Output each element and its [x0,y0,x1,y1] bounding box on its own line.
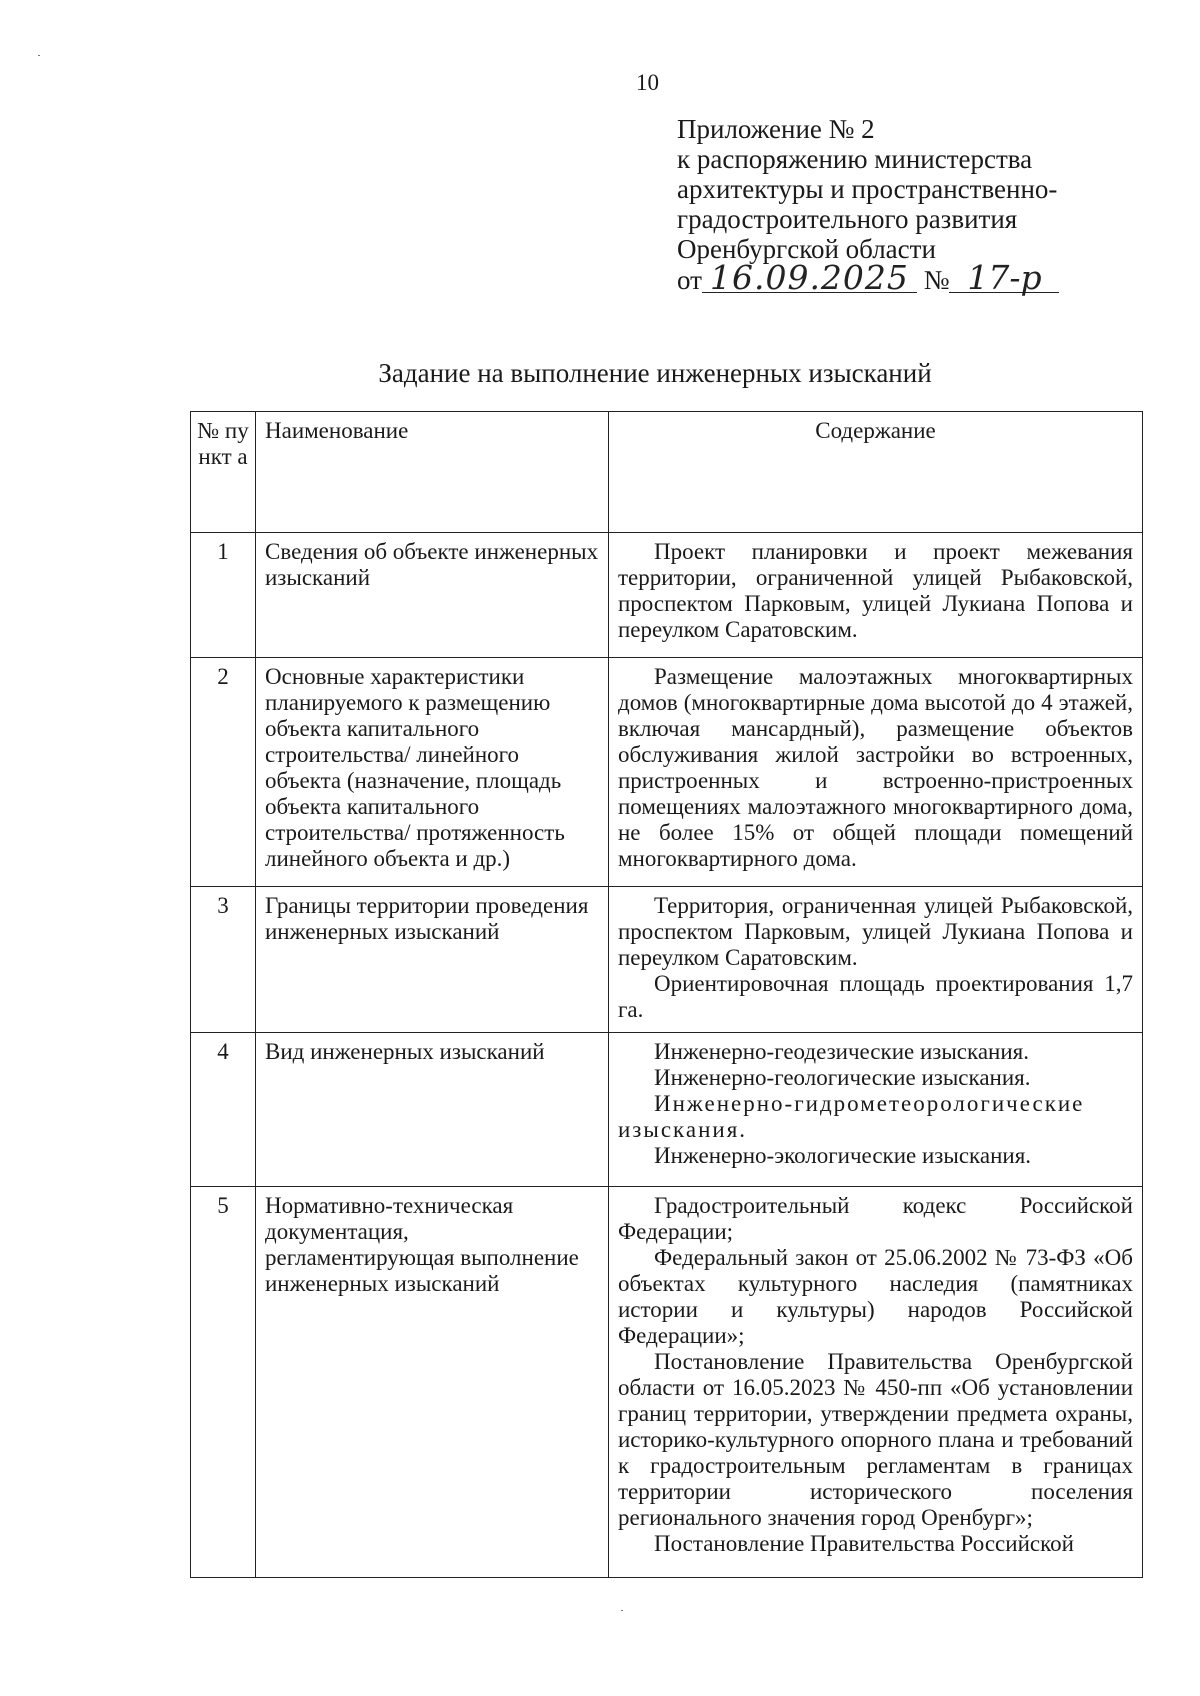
row-name: Вид инженерных изысканий [256,1033,609,1187]
content-paragraph: Ориентировочная площадь проектирования 1,7 га. [618,971,1133,1022]
table-row [191,533,1143,658]
row-number: 1 [191,533,256,658]
content-paragraph: Инженерно-геодезические изыскания. [654,1039,1029,1064]
handwritten-number: 17-р [949,264,1059,293]
content-paragraph: Проект планировки и проект межевания территории, ограниченной улицей Рыбаковской, проспектом Парковым, улицей Лукиана Попова и переулком Саратовским. [618,539,1133,642]
row-content [609,1033,1143,1187]
row-content [609,658,1143,887]
content-paragraph: Инженерно-экологические изыскания. [654,1143,1032,1168]
content-paragraph: Постановление Правительства Российской [654,1531,1074,1556]
row-number: 3 [191,887,256,1033]
header-name-cell [256,412,609,533]
header-content: Содержание [815,418,936,443]
content-paragraph: Размещение малоэтажных многоквартирных домов (многоквартирные дома высотой до 4 этажей, включая мансардный), размещение объектов обслуживания жилой застройки во встроенных, пристроенных и встроенно-пристроенных помещениях малоэтажного многоквартирного дома, не более 15% от общей площади помещений многоквартирного дома. [618,664,1133,871]
row-content [609,1187,1143,1578]
appendix-line: градостроительного развития [677,204,1018,234]
row-number: 4 [191,1033,256,1187]
header-content-cell [609,412,1143,533]
row-name: Нормативно-техническая документация, регламентирующая выполнение инженерных изысканий [256,1187,609,1578]
appendix-line: к распоряжению министерства [677,144,1033,174]
content-paragraph: Постановление Правительства Оренбургской области от 16.05.2023 № 450-пп «Об установлении границ территории, утверждении предмета охраны, историко-культурного опорного плана и требований к градостроительным регламентам в границах территории исторического поселения регионального значения город Оренбург»; [618,1349,1133,1530]
table-row [191,658,1143,887]
number-prefix: № [923,265,950,295]
scan-speck [38,55,40,56]
row-number: 5 [191,1187,256,1578]
date-prefix: от [677,265,702,295]
row-name: Сведения об объекте инженерных изысканий [256,533,609,658]
content-paragraph: Территория, ограниченная улицей Рыбаковской, проспектом Парковым, улицей Лукиана Попова и переулком Саратовским. [618,893,1133,970]
row-content [609,887,1143,1033]
header-name: Наименование [265,418,409,443]
content-paragraph: Федеральный закон от 25.06.2002 № 73-ФЗ «Об объектах культурного наследия (памятниках истории и культуры) народов Российской Федерации»; [618,1245,1133,1348]
appendix-header [677,114,1059,295]
header-num: № пу нкт а [197,418,249,469]
decree-date-line [677,258,1059,297]
document-title: Задание на выполнение инженерных изысканий [378,358,932,388]
table-row [191,887,1143,1033]
survey-task-table [190,411,1143,1578]
header-num-cell [191,412,256,533]
appendix-line: Приложение № 2 [677,114,875,144]
row-name: Основные характеристики планируемого к размещению объекта капитального строительства/ линейного объекта (назначение, площадь объекта капитального строительства/ протяженность линейного объекта и др.) [256,658,609,887]
appendix-line: Оренбургской области [677,234,936,264]
table-row [191,1187,1143,1578]
handwritten-date: 16.09.2025 [702,264,917,293]
content-paragraph: Инженерно-гидрометеорологические изыскания. [618,1091,1085,1142]
row-name: Границы территории проведения инженерных изысканий [256,887,609,1033]
table-header-row [191,412,1143,533]
row-number: 2 [191,658,256,887]
content-paragraph: Градостроительный кодекс Российской Федерации; [618,1193,1133,1244]
table-row [191,1033,1143,1187]
row-content [609,533,1143,658]
page-number: 10 [636,70,659,95]
content-paragraph: Инженерно-геологические изыскания. [654,1065,1031,1090]
appendix-line: архитектуры и пространственно- [677,174,1058,204]
scan-speck [621,1610,623,1611]
